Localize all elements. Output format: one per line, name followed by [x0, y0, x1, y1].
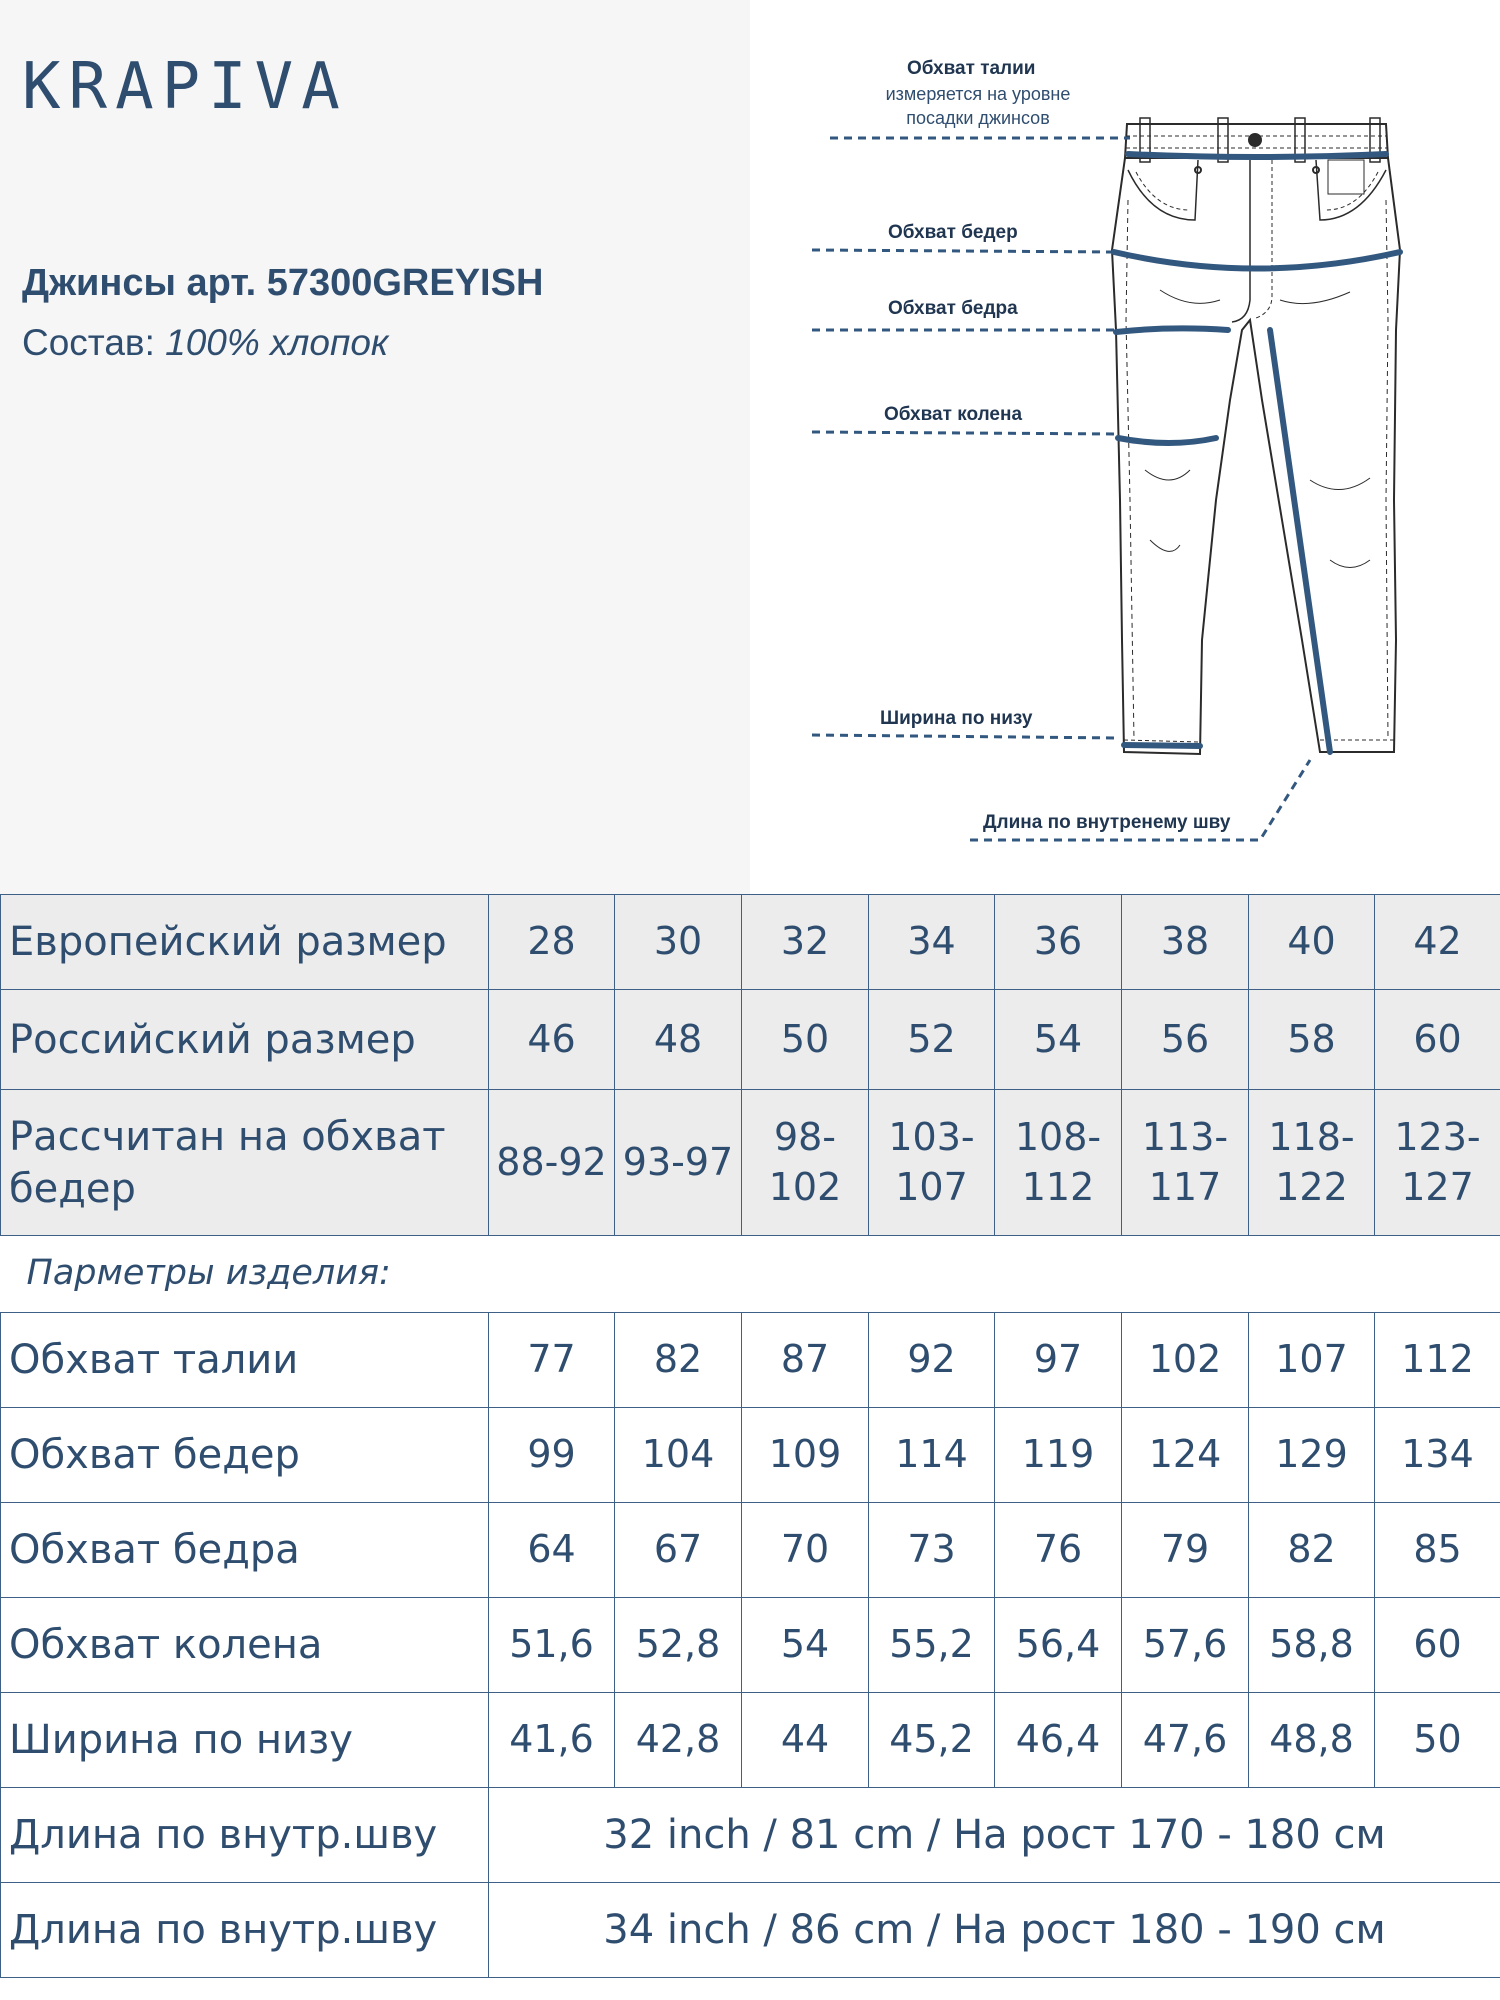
row-label: Европейский размер — [1, 895, 489, 990]
fit-hips-row — [1, 1090, 1500, 1236]
jeans-diagram — [750, 0, 1500, 894]
row-label: Обхват бедра — [1, 1503, 489, 1598]
cell: 92 — [869, 1313, 995, 1408]
hips-row — [1, 1408, 1500, 1503]
cell: 124 — [1122, 1408, 1249, 1503]
diagram-waist-note-1: измеряется на уровне — [885, 84, 1071, 104]
cell: 52,8 — [615, 1598, 742, 1693]
diagram-waist-label: Обхват талии — [907, 58, 1036, 79]
cell: 56,4 — [995, 1598, 1122, 1693]
inseam-value: 32 inch / 81 cm / На рост 170 - 180 см — [489, 1788, 1500, 1883]
cell: 56 — [1122, 990, 1249, 1090]
diagram-thigh-label: Обхват бедра — [888, 298, 1018, 319]
composition-label: Состав: — [22, 322, 155, 363]
cell: 46 — [489, 990, 615, 1090]
cell: 119 — [995, 1408, 1122, 1503]
cell: 58,8 — [1249, 1598, 1375, 1693]
inseam-value: 34 inch / 86 cm / На рост 180 - 190 см — [489, 1883, 1500, 1978]
hem-row — [1, 1693, 1500, 1788]
row-label: Обхват колена — [1, 1598, 489, 1693]
info-panel — [0, 0, 750, 894]
cell: 112 — [1375, 1313, 1500, 1408]
diagram-hips-label: Обхват бедер — [888, 222, 1018, 243]
cell: 77 — [489, 1313, 615, 1408]
diagram-inseam-label: Длина по внутренему шву — [983, 812, 1231, 833]
thigh-measure-line — [1116, 328, 1228, 332]
cell: 38 — [1122, 895, 1249, 990]
cell: 54 — [742, 1598, 869, 1693]
cell: 88-92 — [489, 1090, 615, 1236]
cell: 48 — [615, 990, 742, 1090]
cell: 58 — [1249, 990, 1375, 1090]
row-label: Обхват бедер — [1, 1408, 489, 1503]
cell: 46,4 — [995, 1693, 1122, 1788]
cell: 82 — [615, 1313, 742, 1408]
cell: 104 — [615, 1408, 742, 1503]
cell: 134 — [1375, 1408, 1500, 1503]
size-table — [0, 894, 1500, 1978]
cell: 97 — [995, 1313, 1122, 1408]
section-row — [1, 1236, 1500, 1313]
cell: 34 — [869, 895, 995, 990]
hips-measure-line — [1114, 252, 1400, 269]
ru-size-row — [1, 990, 1500, 1090]
row-label: Длина по внутр.шву — [1, 1788, 489, 1883]
cell: 103-107 — [869, 1090, 995, 1236]
cell: 114 — [869, 1408, 995, 1503]
cell: 108-112 — [995, 1090, 1122, 1236]
cell: 36 — [995, 895, 1122, 990]
cell: 93-97 — [615, 1090, 742, 1236]
cell: 28 — [489, 895, 615, 990]
cell: 47,6 — [1122, 1693, 1249, 1788]
cell: 40 — [1249, 895, 1375, 990]
row-label: Длина по внутр.шву — [1, 1883, 489, 1978]
cell: 87 — [742, 1313, 869, 1408]
cell: 50 — [1375, 1693, 1500, 1788]
jeans-drawing — [750, 0, 1500, 894]
cell: 50 — [742, 990, 869, 1090]
waist-row — [1, 1313, 1500, 1408]
cell: 30 — [615, 895, 742, 990]
row-label: Ширина по низу — [1, 1693, 489, 1788]
knee-measure-line — [1118, 438, 1216, 443]
cell: 123-127 — [1375, 1090, 1500, 1236]
cell: 107 — [1249, 1313, 1375, 1408]
cell: 44 — [742, 1693, 869, 1788]
cell: 41,6 — [489, 1693, 615, 1788]
eu-size-row — [1, 895, 1500, 990]
cell: 109 — [742, 1408, 869, 1503]
cell: 70 — [742, 1503, 869, 1598]
article-title: Джинсы арт. 57300GREYISH — [22, 262, 544, 304]
inseam-row-2 — [1, 1883, 1500, 1978]
inseam-row-1 — [1, 1788, 1500, 1883]
cell: 42 — [1375, 895, 1500, 990]
cell: 55,2 — [869, 1598, 995, 1693]
composition-value: 100% хлопок — [165, 322, 389, 363]
cell: 129 — [1249, 1408, 1375, 1503]
diagram-knee-label: Обхват колена — [884, 404, 1023, 425]
knee-row — [1, 1598, 1500, 1693]
row-label: Российский размер — [1, 990, 489, 1090]
cell: 64 — [489, 1503, 615, 1598]
cell: 73 — [869, 1503, 995, 1598]
cell: 76 — [995, 1503, 1122, 1598]
row-label: Рассчитан на обхват бедер — [1, 1090, 489, 1236]
composition — [22, 322, 388, 364]
cell: 60 — [1375, 1598, 1500, 1693]
cell: 48,8 — [1249, 1693, 1375, 1788]
cell: 85 — [1375, 1503, 1500, 1598]
cell: 67 — [615, 1503, 742, 1598]
cell: 45,2 — [869, 1693, 995, 1788]
thigh-row — [1, 1503, 1500, 1598]
cell: 113-117 — [1122, 1090, 1249, 1236]
inseam-measure-line — [1270, 330, 1330, 752]
cell: 54 — [995, 990, 1122, 1090]
cell: 102 — [1122, 1313, 1249, 1408]
cell: 118-122 — [1249, 1090, 1375, 1236]
diagram-hem-label: Ширина по низу — [880, 708, 1033, 729]
row-label: Обхват талии — [1, 1313, 489, 1408]
brand-logo: KRAPIVA — [22, 50, 348, 124]
cell: 51,6 — [489, 1598, 615, 1693]
diagram-waist-note-2: посадки джинсов — [906, 108, 1050, 128]
cell: 98-102 — [742, 1090, 869, 1236]
cell: 57,6 — [1122, 1598, 1249, 1693]
cell: 99 — [489, 1408, 615, 1503]
hem-measure-line — [1124, 745, 1200, 746]
cell: 32 — [742, 895, 869, 990]
cell: 42,8 — [615, 1693, 742, 1788]
cell: 82 — [1249, 1503, 1375, 1598]
waist-measure-line — [1128, 154, 1386, 157]
cell: 79 — [1122, 1503, 1249, 1598]
cell: 60 — [1375, 990, 1500, 1090]
section-title: Парметры изделия: — [1, 1236, 1500, 1313]
cell: 52 — [869, 990, 995, 1090]
